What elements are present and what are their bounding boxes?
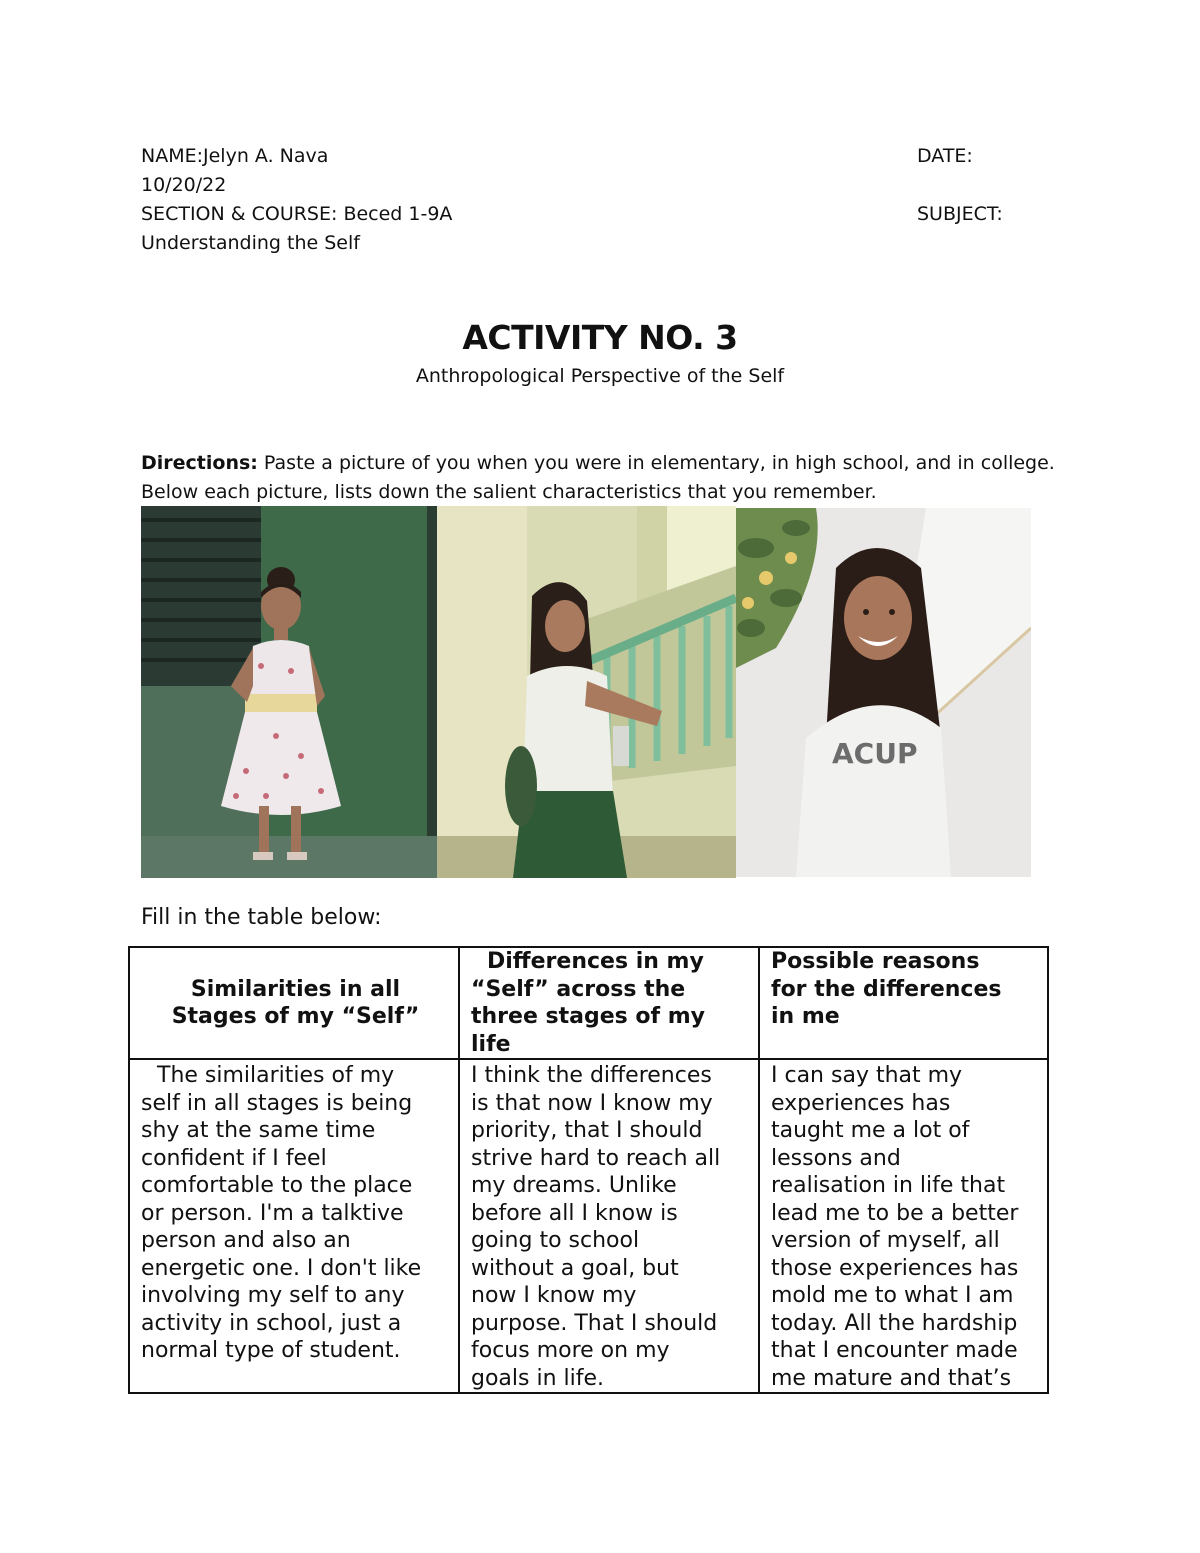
directions-line-2: Below each picture, lists down the salient characteristics that you remember. xyxy=(141,481,877,503)
header-reasons xyxy=(759,947,1048,1059)
cell-line: before all I know is xyxy=(471,1200,678,1226)
header-line: Differences in my xyxy=(487,949,704,974)
cell-line: my dreams. Unlike xyxy=(471,1173,677,1198)
cell-line: comfortable to the place xyxy=(141,1173,413,1198)
cell-line: goals in life. xyxy=(471,1365,605,1391)
cell-line: or person. I'm a talktive xyxy=(141,1200,404,1226)
section-course-line: SECTION & COURSE: Beced 1-9A xyxy=(141,203,453,225)
cell-line: me mature and that’s xyxy=(771,1365,1012,1391)
cell-line: purpose. That I should xyxy=(471,1310,718,1336)
cell-line: self in all stages is being xyxy=(141,1090,413,1116)
subject-value: Understanding the Self xyxy=(141,232,360,254)
cell-line: The similarities of my xyxy=(157,1063,395,1088)
cell-line: version of myself, all xyxy=(771,1228,1000,1253)
activity-subtitle: Anthropological Perspective of the Self xyxy=(415,365,785,387)
header-line: three stages of my xyxy=(471,1004,706,1029)
subject-label: SUBJECT: xyxy=(917,203,1003,225)
cell-line: energetic one. I don't like xyxy=(141,1255,422,1281)
fill-in-label: Fill in the table below: xyxy=(141,905,382,930)
date-value: 10/20/22 xyxy=(141,174,227,196)
cell-line: I think the differences xyxy=(471,1063,712,1088)
high-school-photo-drawing xyxy=(437,506,736,878)
cell-line: shy at the same time xyxy=(141,1118,376,1143)
cell-line: confident if I feel xyxy=(141,1145,327,1171)
cell-line: lessons and xyxy=(771,1145,901,1171)
header-line: in me xyxy=(771,1004,840,1029)
header-line: Stages of my “Self” xyxy=(171,1004,420,1029)
name-line: NAME:Jelyn A. Nava xyxy=(141,145,329,167)
elementary-photo xyxy=(141,506,437,878)
differences-cell xyxy=(459,1059,759,1393)
reasons-cell xyxy=(759,1059,1048,1393)
cell-line: involving my self to any xyxy=(141,1283,405,1308)
header-line: life xyxy=(471,1031,511,1057)
elementary-photo-drawing xyxy=(141,506,437,878)
header-similarities xyxy=(129,947,459,1059)
cell-line: lead me to be a better xyxy=(771,1200,1019,1226)
similarities-cell xyxy=(129,1059,459,1393)
cell-line: mold me to what I am xyxy=(771,1283,1014,1308)
cell-line: that I encounter made xyxy=(771,1338,1018,1363)
header-line: Similarities in all xyxy=(190,976,401,1002)
header-differences xyxy=(459,947,759,1059)
college-photo-drawing xyxy=(736,508,1031,877)
cell-line: going to school xyxy=(471,1228,640,1253)
activity-title: ACTIVITY NO. 3 xyxy=(462,318,738,357)
header-line: “Self” across the xyxy=(471,976,686,1002)
cell-line: normal type of student. xyxy=(141,1338,401,1363)
directions-line-1 xyxy=(141,452,1055,474)
cell-line: taught me a lot of xyxy=(771,1118,970,1143)
header-line: for the differences xyxy=(771,976,1002,1002)
cell-line: those experiences has xyxy=(771,1255,1019,1281)
cell-line: I can say that my xyxy=(771,1063,963,1088)
directions-text-1: Paste a picture of you when you were in elementary, in high school, and in college. xyxy=(257,452,1055,474)
cell-line: strive hard to reach all xyxy=(471,1145,721,1171)
cell-line: activity in school, just a xyxy=(141,1310,402,1336)
cell-line: experiences has xyxy=(771,1090,951,1116)
date-label: DATE: xyxy=(917,145,973,167)
cell-line: is that now I know my xyxy=(471,1090,713,1116)
shirt-print-text: ACUP xyxy=(832,737,918,770)
cell-line: person and also an xyxy=(141,1228,351,1253)
cell-line: realisation in life that xyxy=(771,1173,1006,1198)
header-line: Possible reasons xyxy=(771,949,980,974)
high-school-photo xyxy=(437,506,736,878)
cell-line: today. All the hardship xyxy=(771,1310,1018,1336)
directions-label: Directions: xyxy=(141,452,258,474)
college-photo xyxy=(736,508,1031,877)
comparison-table xyxy=(128,946,1049,1394)
cell-line: now I know my xyxy=(471,1283,637,1308)
cell-line: without a goal, but xyxy=(471,1255,679,1281)
cell-line: priority, that I should xyxy=(471,1118,703,1143)
cell-line: focus more on my xyxy=(471,1338,670,1363)
